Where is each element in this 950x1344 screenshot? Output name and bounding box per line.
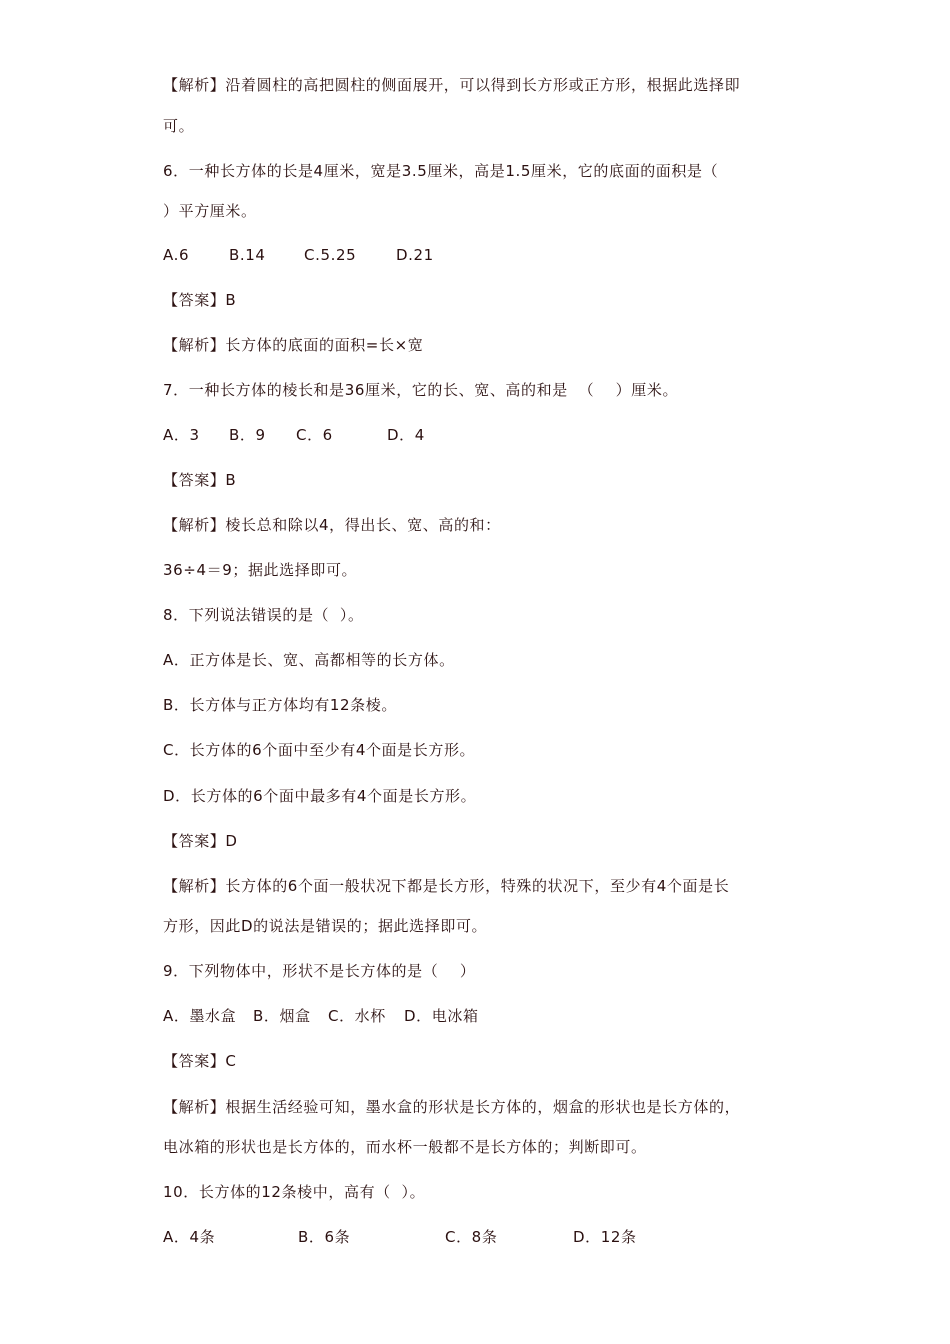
option-d: D．4 bbox=[387, 426, 425, 444]
answer-q6: 【答案】B bbox=[163, 291, 237, 309]
option-b: B.14 bbox=[229, 246, 266, 264]
option-b: B．9 bbox=[229, 426, 266, 444]
question-6-line1: 6．一种长方体的长是4厘米，宽是3.5厘米，高是1.5厘米，它的底面的面积是（ bbox=[163, 162, 719, 180]
option-c: C.5.25 bbox=[304, 246, 357, 264]
question-10: 10．长方体的12条棱中，高有（ ）。 bbox=[163, 1183, 426, 1201]
question-8: 8．下列说法错误的是（ ）。 bbox=[163, 606, 364, 624]
question-6-line2: ）平方厘米。 bbox=[163, 202, 257, 220]
answer-q7: 【答案】B bbox=[163, 471, 237, 489]
analysis-q9-line1: 【解析】根据生活经验可知，墨水盒的形状是长方体的，烟盒的形状也是长方体的， bbox=[163, 1098, 741, 1116]
analysis-q5-line1: 【解析】沿着圆柱的高把圆柱的侧面展开，可以得到长方形或正方形，根据此选择即 bbox=[163, 76, 741, 94]
option-a: A．4条 bbox=[163, 1228, 216, 1246]
answer-q8: 【答案】D bbox=[163, 832, 238, 850]
analysis-q7-line2: 36÷4＝9；据此选择即可。 bbox=[163, 561, 358, 579]
analysis-q8-line2: 方形，因此D的说法是错误的；据此选择即可。 bbox=[163, 917, 488, 935]
option-a: A．墨水盒 bbox=[163, 1007, 237, 1025]
answer-q9: 【答案】C bbox=[163, 1052, 237, 1070]
question-8-option-c: C．长方体的6个面中至少有4个面是长方形。 bbox=[163, 741, 476, 759]
question-7-options bbox=[163, 425, 763, 445]
option-c: C．8条 bbox=[445, 1228, 498, 1246]
option-c: C．6 bbox=[296, 426, 333, 444]
option-d: D.21 bbox=[396, 246, 434, 264]
option-c: C．水杯 bbox=[328, 1007, 386, 1025]
option-b: B．烟盒 bbox=[253, 1007, 311, 1025]
question-9: 9．下列物体中，形状不是长方体的是（ ） bbox=[163, 962, 476, 980]
analysis-q9-line2: 电冰箱的形状也是长方体的，而水杯一般都不是长方体的；判断即可。 bbox=[163, 1138, 647, 1156]
question-7: 7．一种长方体的棱长和是36厘米，它的长、宽、高的和是 （ ）厘米。 bbox=[163, 381, 679, 399]
question-8-option-a: A．正方体是长、宽、高都相等的长方体。 bbox=[163, 651, 455, 669]
option-a: A．3 bbox=[163, 426, 200, 444]
option-d: D．电冰箱 bbox=[404, 1007, 479, 1025]
analysis-q8-line1: 【解析】长方体的6个面一般状况下都是长方形，特殊的状况下，至少有4个面是长 bbox=[163, 877, 730, 895]
option-a: A.6 bbox=[163, 246, 190, 264]
question-8-option-d: D．长方体的6个面中最多有4个面是长方形。 bbox=[163, 787, 477, 805]
analysis-q5-line2: 可。 bbox=[163, 117, 195, 135]
question-8-option-b: B．长方体与正方体均有12条棱。 bbox=[163, 696, 397, 714]
question-10-options bbox=[163, 1227, 763, 1247]
option-b: B．6条 bbox=[298, 1228, 351, 1246]
question-6-options bbox=[163, 245, 763, 265]
question-9-options bbox=[163, 1006, 763, 1026]
option-d: D．12条 bbox=[573, 1228, 637, 1246]
analysis-q7-line1: 【解析】棱长总和除以4，得出长、宽、高的和： bbox=[163, 516, 501, 534]
analysis-q6: 【解析】长方体的底面的面积=长×宽 bbox=[163, 336, 424, 354]
